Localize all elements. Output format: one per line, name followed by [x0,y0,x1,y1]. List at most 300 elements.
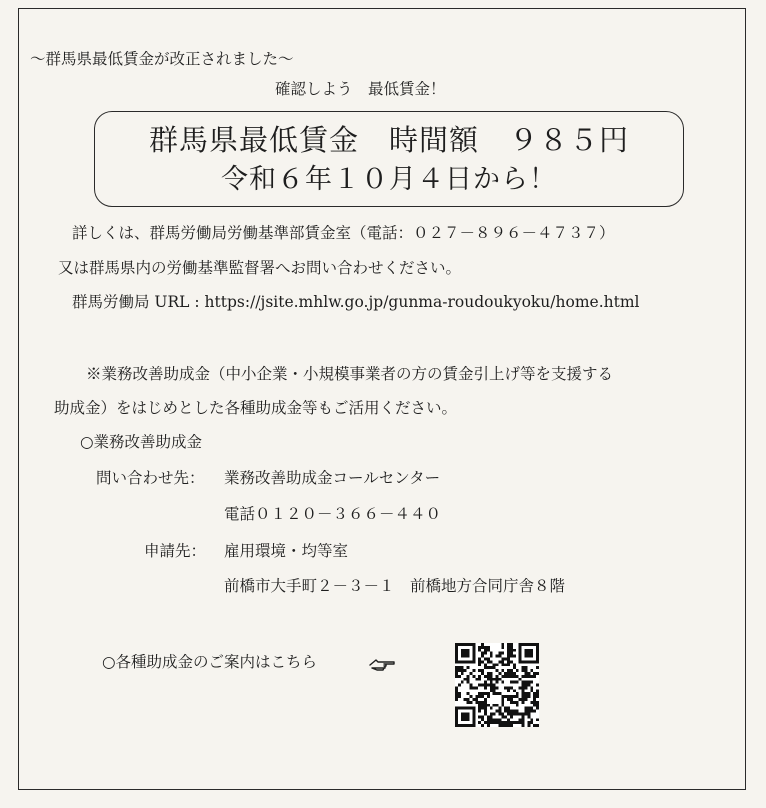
qr-module [519,686,522,689]
qr-module [472,686,475,689]
labour-bureau-url[interactable]: 群馬労働局 URL : https://jsite.mhlw.go.jp/gunma-roudoukyoku/home.html [72,293,640,311]
qr-module [478,669,481,672]
qr-module [464,649,467,652]
qr-module [487,649,490,652]
qr-module [484,646,487,649]
qr-module [455,713,458,716]
qr-module [481,718,484,721]
subsidy-note-line-1: ※業務改善助成金（中小企業・小規模事業者の方の賃金引上げ等を支援する [86,365,614,383]
qr-module [527,672,530,675]
pointing-hand-icon [368,655,396,675]
qr-module [481,684,484,687]
qr-module [525,643,528,646]
qr-module [507,707,510,710]
qr-module [490,672,493,675]
qr-module [458,684,461,687]
qr-module [501,724,504,727]
qr-module [455,724,458,727]
qr-module [496,704,499,707]
qr-module [510,686,513,689]
qr-module [519,721,522,724]
qr-module [530,689,533,692]
qr-module [478,704,481,707]
qr-module [461,715,464,718]
qr-module [536,643,539,646]
qr-module [484,692,487,695]
qr-module [490,681,493,684]
qr-module [493,678,496,681]
qr-module [484,710,487,713]
office-address: 前橋市大手町２－３－１ 前橋地方合同庁舎８階 [224,577,566,595]
qr-module [467,660,470,663]
qr-module [475,698,478,701]
qr-module [513,666,516,669]
qr-module [455,655,458,658]
qr-module [519,643,522,646]
qr-module [478,721,481,724]
qr-module [478,695,481,698]
qr-module [522,675,525,678]
qr-module [522,724,525,727]
effective-date: 令和６年１０月４日から！ [221,164,557,195]
qr-module [519,652,522,655]
qr-module [461,652,464,655]
qr-module [493,713,496,716]
qr-module [510,724,513,727]
qr-module [478,710,481,713]
qr-module [504,710,507,713]
qr-module [490,678,493,681]
inquiry-value: 業務改善助成金コールセンター [224,469,441,487]
qr-module [533,695,536,698]
qr-module [464,724,467,727]
qr-module [510,660,513,663]
qr-module [516,721,519,724]
qr-module [510,643,513,646]
qr-module [493,704,496,707]
qr-module [464,652,467,655]
qr-module [513,663,516,666]
qr-module [481,655,484,658]
qr-module [525,684,528,687]
qr-module [464,678,467,681]
qr-module [472,646,475,649]
qr-module [513,655,516,658]
qr-module [530,721,533,724]
qr-module [527,681,530,684]
qr-module [478,678,481,681]
qr-module [469,660,472,663]
qr-module [533,672,536,675]
qr-module [455,698,458,701]
qr-module [461,655,464,658]
qr-module [484,663,487,666]
qr-module [501,657,504,660]
qr-module [467,655,470,658]
qr-module [536,704,539,707]
qr-module [501,675,504,678]
qr-module [519,660,522,663]
qr-module [493,686,496,689]
qr-module [481,646,484,649]
qr-module [530,710,533,713]
qr-module [519,657,522,660]
qr-module [504,657,507,660]
qr-module [461,669,464,672]
qr-module [507,695,510,698]
qr-module [493,684,496,687]
qr-module [455,715,458,718]
qr-module [487,718,490,721]
qr-module [467,675,470,678]
qr-module [527,715,530,718]
qr-module [516,692,519,695]
qr-module [496,663,499,666]
qr-module [530,718,533,721]
qr-module [487,695,490,698]
qr-module [504,686,507,689]
qr-module [481,715,484,718]
qr-module [498,724,501,727]
qr-module [467,701,470,704]
qr-module [498,718,501,721]
qr-module [527,713,530,716]
qr-module [533,692,536,695]
apply-value: 雇用環境・均等室 [224,542,349,560]
qr-module [490,715,493,718]
qr-module [522,701,525,704]
qr-module [507,721,510,724]
qr-module [507,672,510,675]
qr-module [487,721,490,724]
qr-module [501,701,504,704]
qr-module [455,646,458,649]
qr-module [484,704,487,707]
qr-module [469,643,472,646]
qr-module [487,657,490,660]
qr-module [516,710,519,713]
qr-module [527,649,530,652]
qr-module [525,713,528,716]
qr-module [522,660,525,663]
qr-module [478,646,481,649]
qr-module [536,666,539,669]
qr-module [484,686,487,689]
qr-module [469,724,472,727]
qr-module [484,657,487,660]
qr-module [498,678,501,681]
qr-module [530,652,533,655]
qr-module [525,686,528,689]
qr-module [527,692,530,695]
qr-module [501,660,504,663]
qr-module [484,675,487,678]
qr-module [530,681,533,684]
qr-module [458,660,461,663]
qr-module [525,669,528,672]
wage-amount: 群馬県最低賃金 時間額 ９８５円 [148,123,629,157]
qr-module [475,678,478,681]
qr-module [461,724,464,727]
qr-module [487,678,490,681]
qr-module [484,713,487,716]
qr-module [481,724,484,727]
qr-module [458,695,461,698]
qr-module [461,707,464,710]
qr-module [472,657,475,660]
qr-module [533,660,536,663]
qr-module [527,684,530,687]
contact-line-2: 又は群馬県内の労働基準監督署へお問い合わせください。 [58,259,462,277]
qr-module [507,649,510,652]
qr-module [530,707,533,710]
qr-module [455,707,458,710]
qr-module [472,669,475,672]
qr-module [461,649,464,652]
qr-module [522,669,525,672]
qr-module [455,718,458,721]
qr-module [455,649,458,652]
qr-module [536,649,539,652]
qr-module [510,698,513,701]
qr-module [507,689,510,692]
qr-module [478,675,481,678]
qr-module [478,715,481,718]
qr-module [455,710,458,713]
qr-module [530,660,533,663]
qr-module [527,652,530,655]
qr-module [504,672,507,675]
qr-module [530,701,533,704]
qr-module [487,704,490,707]
qr-module [490,652,493,655]
qr-module [484,707,487,710]
qr-module [467,678,470,681]
qr-module [484,681,487,684]
qr-module [527,721,530,724]
qr-module [472,710,475,713]
qr-module [507,698,510,701]
qr-module [461,643,464,646]
qr-module [481,695,484,698]
qr-module [493,692,496,695]
qr-module [536,660,539,663]
qr-module [478,701,481,704]
qr-module [458,669,461,672]
qr-module [536,689,539,692]
qr-module [481,669,484,672]
qr-module [525,649,528,652]
qr-module [501,704,504,707]
qr-module [455,669,458,672]
qr-module [455,675,458,678]
qr-module [536,695,539,698]
qr-module [525,698,528,701]
qr-module [536,655,539,658]
qr-module [484,721,487,724]
qr-module [516,675,519,678]
qr-module [496,686,499,689]
qr-module [501,663,504,666]
qr-module [464,715,467,718]
qr-module [472,660,475,663]
qr-module [504,724,507,727]
wage-banner [94,111,684,207]
qr-module [496,678,499,681]
qr-module [510,675,513,678]
qr-module [513,689,516,692]
qr-module [469,686,472,689]
qr-module [498,692,501,695]
qr-module [487,646,490,649]
qr-module [464,660,467,663]
qr-module [525,707,528,710]
qr-module [481,692,484,695]
qr-module [464,707,467,710]
qr-module [522,698,525,701]
qr-module [490,684,493,687]
qr-module [533,698,536,701]
qr-module [469,707,472,710]
qr-module [525,672,528,675]
qr-module [472,724,475,727]
qr-module [496,692,499,695]
qr-module [533,710,536,713]
qr-module [490,707,493,710]
qr-module [501,715,504,718]
qr-module [496,655,499,658]
qr-module [493,721,496,724]
qr-module [467,652,470,655]
qr-module [481,660,484,663]
qr-module [498,660,501,663]
qr-code[interactable] [455,643,539,727]
qr-module [487,724,490,727]
qr-module [536,718,539,721]
qr-module [498,713,501,716]
qr-module [507,655,510,658]
qr-module [484,701,487,704]
qr-module [507,660,510,663]
qr-module [501,646,504,649]
qr-module [527,655,530,658]
qr-module [472,655,475,658]
qr-module [484,698,487,701]
qr-module [487,715,490,718]
qr-module [496,710,499,713]
qr-module [455,660,458,663]
qr-module [536,652,539,655]
qr-module [493,666,496,669]
qr-module [472,718,475,721]
qr-module [510,715,513,718]
qr-module [461,681,464,684]
qr-module [527,707,530,710]
qr-module [527,724,530,727]
qr-module [507,669,510,672]
qr-module [464,643,467,646]
qr-module [455,643,458,646]
qr-module [530,675,533,678]
qr-module [472,707,475,710]
qr-module [510,652,513,655]
qr-module [496,681,499,684]
qr-module [525,655,528,658]
qr-module [484,684,487,687]
qr-module [461,713,464,716]
subsidy-note-line-2: 助成金）をはじめとした各種助成金等もご活用ください。 [54,399,458,417]
qr-module [536,692,539,695]
qr-module [487,684,490,687]
qr-module [469,701,472,704]
qr-module [458,724,461,727]
qr-module [522,689,525,692]
qr-module [493,718,496,721]
qr-module [510,713,513,716]
qr-module [467,724,470,727]
qr-module [527,695,530,698]
qr-module [467,649,470,652]
qr-module [507,724,510,727]
qr-module [510,649,513,652]
qr-module [455,692,458,695]
qr-module [484,649,487,652]
qr-module [522,721,525,724]
subsidy-guide-line: ○各種助成金のご案内はこちら [102,653,318,671]
qr-module [533,675,536,678]
qr-module [501,695,504,698]
qr-module [513,710,516,713]
qr-module [533,643,536,646]
qr-module [536,724,539,727]
qr-module [498,707,501,710]
qr-module [504,663,507,666]
qr-module [507,710,510,713]
qr-module [478,684,481,687]
qr-module [501,652,504,655]
qr-module [504,675,507,678]
qr-module [510,681,513,684]
qr-module [510,669,513,672]
qr-module [490,660,493,663]
check-line: 確認しよう 最低賃金！ [275,80,446,98]
qr-module [455,666,458,669]
qr-module [461,718,464,721]
qr-module [458,675,461,678]
qr-module [513,672,516,675]
qr-module [467,715,470,718]
qr-module [484,666,487,669]
qr-module [498,655,501,658]
qr-module [478,707,481,710]
qr-module [522,718,525,721]
qr-module [507,657,510,660]
qr-module [525,652,528,655]
qr-module [455,686,458,689]
qr-module [527,675,530,678]
qr-module [507,646,510,649]
qr-module [467,681,470,684]
qr-module [467,643,470,646]
qr-module [455,652,458,655]
qr-module [472,713,475,716]
qr-module [458,692,461,695]
qr-module [472,649,475,652]
qr-module [527,660,530,663]
qr-module [530,686,533,689]
qr-module [525,692,528,695]
qr-module [536,657,539,660]
